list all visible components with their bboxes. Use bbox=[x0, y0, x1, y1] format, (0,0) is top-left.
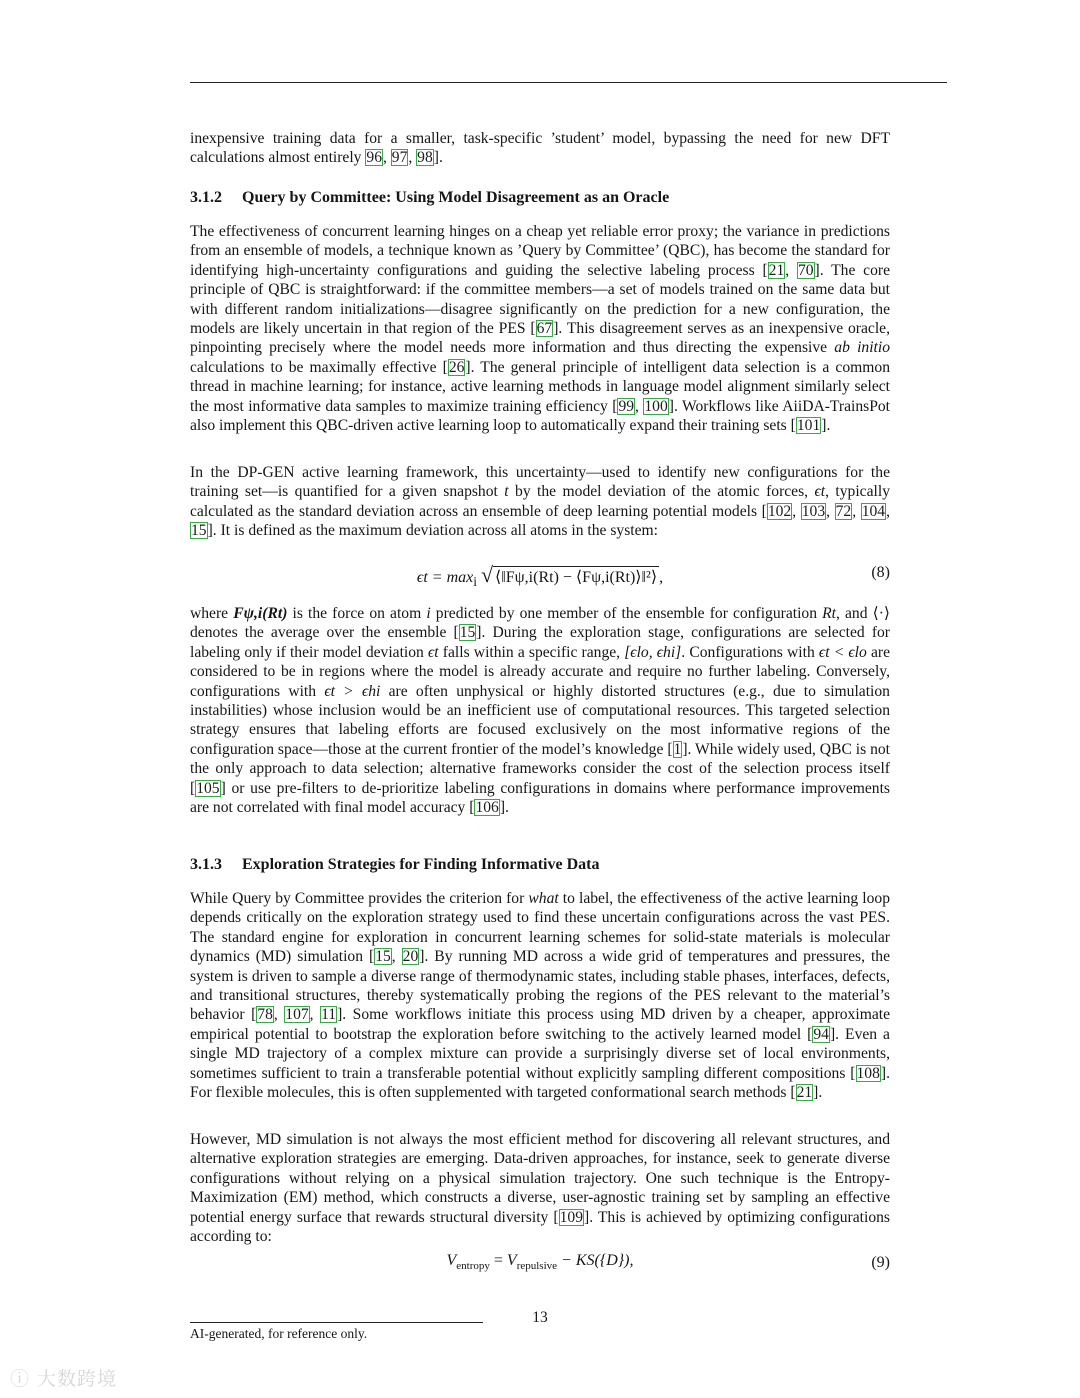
text-run: While Query by Committee provides the criterion for bbox=[190, 890, 529, 907]
citation[interactable]: 102 bbox=[767, 502, 792, 520]
text-run: In the DP-GEN active learning framework, this uncertainty—used to identify new configurations for the training set—is quantified for a given snapshot bbox=[190, 464, 890, 501]
equation-body bbox=[190, 562, 890, 590]
citation[interactable]: 21 bbox=[796, 1084, 813, 1102]
citation[interactable]: 104 bbox=[861, 502, 886, 520]
citation[interactable]: 15 bbox=[459, 624, 476, 642]
citation[interactable]: 78 bbox=[257, 1006, 273, 1024]
equation-radicand: ⟨‖Fψ,i(Rt) − ⟨Fψ,i(Rt)⟩‖²⟩ bbox=[493, 566, 659, 587]
math-var: Fψ,i(Rt) bbox=[233, 605, 288, 622]
qbc-paragraph-2: In the DP-GEN active learning framework, this uncertainty—used to identify new configurations for the training set—is quantified for a given snapshot t by the model deviation of the atomic forces, ϵt, typically calculated as the standard deviation across an ensemble of deep learning potential models [102, 103, 72, 104, 15]. It is defined as the maximum deviation across all atoms in the system: bbox=[190, 464, 890, 540]
watermark-text: 大数跨境 bbox=[37, 1368, 118, 1390]
equation-var: V bbox=[446, 1252, 457, 1269]
math-var: ϵt bbox=[428, 643, 439, 661]
citation[interactable]: 108 bbox=[856, 1064, 880, 1082]
intro-text: inexpensive training data for a smaller, task-specific ’student’ model, bypassing the need for new DFT calculations almost entirely bbox=[190, 130, 890, 167]
text-run: , and ⟨·⟩ denotes the average over the ensemble bbox=[190, 605, 890, 642]
section-title: Query by Committee: Using Model Disagreement as an Oracle bbox=[242, 189, 670, 206]
header-rule bbox=[190, 82, 947, 83]
section-heading-3-1-3 bbox=[190, 856, 890, 874]
footnote: AI-generated, for reference only. bbox=[190, 1326, 368, 1341]
equation-body bbox=[190, 1252, 890, 1272]
text-run: . Even a single MD trajectory of a complex mixture can provide a surprisingly diverse set of local environments, sometimes sufficient to train a transferable potential without explicitly sampling different compositions bbox=[190, 1025, 890, 1082]
text-run: . For flexible molecules, this is often supplemented with targeted conformational search methods bbox=[190, 1064, 890, 1102]
citation[interactable]: 98 bbox=[417, 149, 433, 167]
citation[interactable]: 101 bbox=[796, 417, 821, 435]
equation-number: (8) bbox=[871, 564, 890, 581]
citation[interactable]: 21 bbox=[768, 261, 785, 279]
equation-number: (9) bbox=[871, 1254, 890, 1271]
emphasis: what bbox=[528, 890, 559, 907]
section-number: 3.1.2 bbox=[190, 189, 222, 206]
citation[interactable]: 105 bbox=[196, 779, 220, 797]
text-run: . This disagreement serves as an inexpensive oracle, pinpointing precisely where the model needs more information and thus directing the expensive bbox=[190, 320, 890, 357]
text-run: . The general principle of intelligent data selection is a common thread in machine learning; for instance, active learning methods in language model alignment similarly select the most informative data samples to maximize training efficiency bbox=[190, 358, 890, 415]
equation-equals: = bbox=[489, 1252, 507, 1269]
equation-9 bbox=[190, 1252, 890, 1292]
citation[interactable]: 107 bbox=[285, 1006, 309, 1024]
logo-icon: ⓘ bbox=[10, 1368, 38, 1390]
citation[interactable]: 100 bbox=[644, 397, 668, 415]
math-var: ϵt bbox=[814, 483, 826, 501]
text-run: . This is achieved by optimizing configurations according to: bbox=[190, 1208, 890, 1246]
text-run: falls within a specific range, bbox=[438, 643, 625, 661]
citation[interactable]: 70 bbox=[797, 261, 814, 279]
math-var: [ϵlo, ϵhi] bbox=[624, 643, 682, 661]
citation[interactable]: 106 bbox=[475, 799, 499, 817]
equation-lhs: ϵt = max bbox=[416, 569, 474, 586]
equation-subscript: repulsive bbox=[516, 1260, 558, 1273]
citation[interactable]: 15 bbox=[191, 522, 207, 540]
text-run: or use pre-filters to de-prioritize labeling configurations in domains where performance improvements are not correlated with final model accuracy bbox=[190, 779, 890, 817]
text-run: . bbox=[818, 1084, 823, 1102]
citation[interactable]: 11 bbox=[321, 1006, 337, 1024]
citation[interactable]: 94 bbox=[813, 1025, 829, 1043]
equation-subscript: entropy bbox=[456, 1260, 490, 1273]
text-run: is the force on atom bbox=[287, 605, 427, 622]
section-number: 3.1.3 bbox=[190, 856, 222, 873]
math-var: t bbox=[504, 483, 509, 501]
qbc-paragraph-1: The effectiveness of concurrent learning hinges on a cheap yet reliable error proxy; the variance in predictions from an ensemble of models, a technique known as ’Query by Committee’ (QBC), has become the standard for identifying high-uncertainty configurations and guiding the selective labeling process [21, 70]. The core principle of QBC is straightforward: if the committee members—a set of models trained on the same data but with different random initializations—disagree significantly on the prediction for a new configuration, the models are likely uncertain in that region of the PES [67]. This disagreement serves as an inexpensive oracle, pinpointing precisely where the model needs more information and thus directing the expensive ab initio calculations to be maximally effective [26]. The general principle of intelligent data selection is a common thread in machine learning; for instance, active learning methods in language model alignment similarly select the most informative data samples to maximize training efficiency [99, 100]. Workflows like AiiDA-TrainsPot also implement this QBC-driven active learning loop to automatically expand their training sets [101]. bbox=[190, 223, 891, 435]
citation[interactable]: 97 bbox=[391, 149, 408, 167]
citation[interactable]: 67 bbox=[536, 320, 553, 338]
text-run: . Workflows like AiiDA-TrainsPot also implement this QBC-driven active learning loop to automatically expand their training sets bbox=[190, 397, 890, 435]
exploration-paragraph-1: While Query by Committee provides the criterion for what to label, the effectiveness of the active learning loop depends critically on the exploration strategy used to find these uncertain configurations across the vast PES. The standard engine for exploration in concurrent learning schemes for solid-state materials is molecular dynamics (MD) simulation [15, 20]. By running MD across a wide grid of temperatures and pressures, the system is driven to sample a diverse range of thermodynamic states, including stable phases, interfaces, defects, and transitional structures, thereby systematically probing the regions of the PES relevant to the material’s behavior [78, 107, 11]. Some workflows initiate this process using MD driven by a cheaper, approximate empirical potential to bootstrap the exploration before switching to the actively learned model [94]. Even a single MD trajectory of a complex mixture can provide a surprisingly diverse set of local environments, sometimes sufficient to train a transferable potential without explicitly sampling different compositions [108]. For flexible molecules, this is often supplemented with targeted conformational search methods [21]. bbox=[190, 890, 891, 1102]
text-run: . During the exploration stage, configurations are selected for labeling only if their model deviation bbox=[190, 624, 891, 661]
text-run: However, MD simulation is not always the most efficient method for discovering all relevant structures, and alternative exploration strategies are emerging. Data-driven approaches, for instance, seek to generate diverse configurations without relying on a physical simulation trajectory. One such technique is the Entropy-Maximization (EM) method, which constructs a diverse, user-agnostic training set by sampling an effective potential energy surface that rewards structural diversity bbox=[190, 1131, 890, 1226]
math-var: i bbox=[426, 605, 431, 622]
equation-subscript: i bbox=[473, 574, 477, 590]
citation[interactable]: 96 bbox=[366, 149, 382, 167]
citation[interactable]: 1 bbox=[673, 740, 682, 758]
section-heading-3-1-2 bbox=[190, 189, 890, 207]
citation[interactable]: 109 bbox=[559, 1208, 583, 1226]
citation[interactable]: 15 bbox=[375, 948, 391, 966]
text-run: where bbox=[190, 605, 234, 622]
equation-var: V bbox=[506, 1252, 517, 1269]
citation[interactable]: 26 bbox=[448, 358, 465, 376]
text-run: . While widely used, QBC is not the only approach to data selection; alternative frameworks consider the cost of the selection process itself bbox=[190, 740, 891, 778]
text-run: . bbox=[826, 417, 831, 435]
footnote-rule bbox=[190, 1322, 483, 1323]
text-run: are often unphysical or highly distorted structures (e.g., due to simulation instabilities) whose inclusion would be an inefficient use of computational resources. This targeted selection strategy ensures that labeling efforts are focused exclusively on the most informative regions of the configuration space—those at the current frontier of the model’s knowledge bbox=[190, 682, 890, 758]
intro-paragraph: inexpensive training data for a smaller, task-specific ’student’ model, bypassing the need for new DFT calculations almost entirely 96, 97, 98]. bbox=[190, 130, 890, 167]
text-run: to label, the effectiveness of the active learning loop depends critically on the exploration strategy used to find these uncertain configurations across the vast PES. The standard engine for exploration in concurrent learning schemes for solid-state materials is molecular dynamics (MD) simulation bbox=[190, 890, 891, 966]
text-run: . By running MD across a wide grid of temperatures and pressures, the system is driven to sample a diverse range of thermodynamic states, including stable phases, interfaces, defects, and transitional structures, thereby systematically probing the regions of the PES relevant to the material’s behavior bbox=[190, 948, 891, 1024]
sqrt-icon: √ bbox=[480, 562, 494, 587]
text-run: . Some workflows initiate this process using MD driven by a cheaper, approximate empirical potential to bootstrap the exploration before switching to the actively learned model bbox=[190, 1006, 890, 1043]
text-run: calculations to be maximally effective bbox=[190, 358, 443, 376]
equation-8 bbox=[190, 556, 890, 596]
text-run: , typically calculated as the standard deviation across an ensemble of deep learning potential models bbox=[190, 483, 890, 520]
math-var: ϵt < ϵlo bbox=[818, 643, 867, 661]
text-run: . It is defined as the maximum deviation across all atoms in the system: bbox=[212, 522, 658, 540]
equation-tail: − KS({D}), bbox=[557, 1252, 634, 1269]
text-run: . bbox=[505, 799, 509, 817]
page-number: 13 bbox=[532, 1309, 548, 1326]
qbc-paragraph-3: where Fψ,i(Rt) is the force on atom i predicted by one member of the ensemble for configuration Rt, and ⟨·⟩ denotes the average over the ensemble [15]. During the exploration stage, configurations are selected for labeling only if their model deviation ϵt falls within a specific range, [ϵlo, ϵhi]. Configurations with ϵt < ϵlo are considered to be in regions where the model is already accurate and require no further labeling. Conversely, configurations with ϵt > ϵhi are often unphysical or highly distorted structures (e.g., due to simulation instabilities) whose inclusion would be an inefficient use of computational resources. This targeted selection strategy ensures that labeling efforts are focused exclusively on the most informative regions of the configuration space—those at the current frontier of the model’s knowledge [1]. While widely used, QBC is not the only approach to data selection; alternative frameworks consider the cost of the selection process itself [105] or use pre-filters to de-prioritize labeling configurations in domains where performance improvements are not correlated with final model accuracy [106]. bbox=[190, 605, 891, 817]
math-var: Rt bbox=[822, 605, 836, 622]
citation[interactable]: 20 bbox=[402, 948, 419, 966]
citation[interactable]: 99 bbox=[618, 397, 635, 415]
text-run: predicted by one member of the ensemble for configuration bbox=[430, 605, 823, 622]
text-run: The effectiveness of concurrent learning hinges on a cheap yet reliable error proxy; the variance in predictions from an ensemble of models, a technique known as ’Query by Committee’ (QBC), has become the standard for identifying high-uncertainty configurations and guiding the selective labeling process bbox=[190, 223, 890, 279]
watermark-logo bbox=[10, 1364, 117, 1391]
equation-tail: , bbox=[659, 569, 664, 586]
text-run: . Configurations with bbox=[681, 643, 819, 661]
citation[interactable]: 103 bbox=[801, 502, 826, 520]
text-run: by the model deviation of the atomic forces, bbox=[508, 483, 815, 501]
text-run: . The core principle of QBC is straightforward: if the committee members—a set of models trained on the same data but with different random initializations—disagree significantly on the prediction for a new configuration, the models are likely uncertain in that region of the PES bbox=[190, 261, 891, 338]
emphasis: ab initio bbox=[834, 339, 890, 357]
math-var: ϵt > ϵhi bbox=[324, 682, 381, 700]
text-run: are considered to be in regions where the model is already accurate and require no further labeling. Conversely, configurations with bbox=[190, 643, 890, 700]
section-title: Exploration Strategies for Finding Informative Data bbox=[242, 856, 600, 873]
exploration-paragraph-2: However, MD simulation is not always the most efficient method for discovering all relevant structures, and alternative exploration strategies are emerging. Data-driven approaches, for instance, seek to generate diverse configurations without relying on a physical simulation trajectory. One such technique is the Entropy-Maximization (EM) method, which constructs a diverse, user-agnostic training set by sampling an effective potential energy surface that rewards structural diversity [109]. This is achieved by optimizing configurations according to: bbox=[190, 1131, 890, 1246]
citation[interactable]: 72 bbox=[835, 502, 852, 520]
